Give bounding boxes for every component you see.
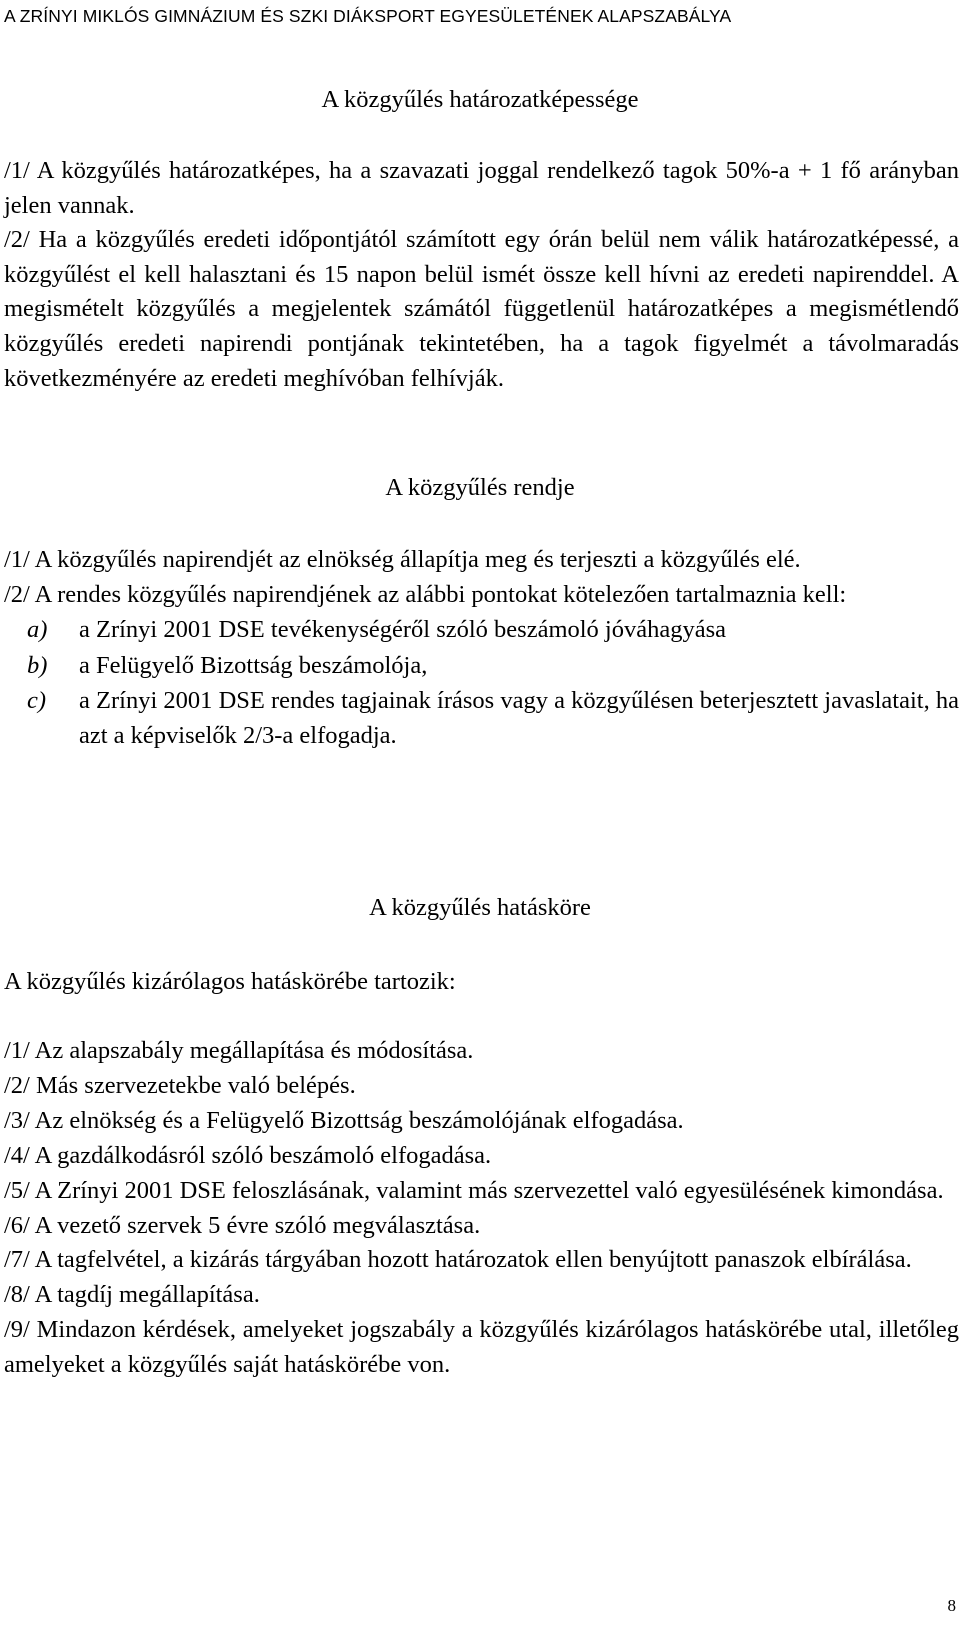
list-item: /1/ Az alapszabály megállapítása és módosítása. xyxy=(4,1037,474,1064)
list-item-marker: b) xyxy=(27,651,48,679)
order-paragraph-1: /1/ A közgyűlés napirendjét az elnökség állapítja meg és terjeszti a közgyűlés elé. xyxy=(4,546,801,573)
section-title-competence: A közgyűlés hatásköre xyxy=(369,894,591,921)
list-item: /4/ A gazdálkodásról szóló beszámoló elfogadása. xyxy=(4,1141,492,1169)
quorum-paragraph-2: /2/ Ha a közgyűlés eredeti időpontjától számított egy órán belül nem válik határozatképessé, a közgyűlést el kell halasztani és 15 napon belül ismét össze kell hívni az eredeti napirenddel. A megismételt közgyűlés a megjelentek számától függetlenül határozatképes a megismétlendő közgyűlés eredeti napirendi pontjának tekintetében, ha a tagok figyelmét a távolmaradás következményére az eredeti meghívóban felhívják. xyxy=(4,226,959,392)
order-agenda-list xyxy=(4,612,959,753)
list-item xyxy=(4,612,959,647)
competence-list xyxy=(4,1034,959,1383)
list-item-marker: c) xyxy=(27,686,47,714)
list-item xyxy=(4,683,959,753)
page-number: 8 xyxy=(947,1596,956,1615)
order-body xyxy=(4,542,959,753)
list-item: /5/ A Zrínyi 2001 DSE feloszlásának, valamint más szervezettel való egyesülésének kimondása. xyxy=(4,1176,944,1204)
order-paragraph-2: /2/ A rendes közgyűlés napirendjének az alábbi pontokat kötelezően tartalmaznia kell: xyxy=(4,581,847,609)
list-item-text: a Felügyelő Bizottság beszámolója, xyxy=(79,651,428,679)
list-item-text: a Zrínyi 2001 DSE rendes tagjainak írásos vagy a közgyűlésen beterjesztett javaslatait, ha azt a képviselők 2/3-a elfogadja. xyxy=(79,686,959,750)
section-title-quorum: A közgyűlés határozatképessége xyxy=(321,86,639,113)
quorum-body xyxy=(4,154,959,396)
running-header: A ZRÍNYI MIKLÓS GIMNÁZIUM ÉS SZKI DIÁKSPORT EGYESÜLETÉNEK ALAPSZABÁLYA xyxy=(4,6,732,26)
quorum-paragraph-1: /1/ A közgyűlés határozatképes, ha a szavazati joggal rendelkező tagok 50%-a + 1 fő arányban jelen vannak. xyxy=(4,157,959,219)
competence-intro-block xyxy=(4,964,959,999)
list-item-text: a Zrínyi 2001 DSE tevékenységéről szóló beszámoló jóváhagyása xyxy=(79,616,727,644)
competence-intro: A közgyűlés kizárólagos hatáskörébe tartozik: xyxy=(4,968,456,995)
list-item xyxy=(4,648,959,683)
section-title-order: A közgyűlés rendje xyxy=(385,474,575,501)
list-item: /8/ A tagdíj megállapítása. xyxy=(4,1281,260,1309)
list-item: /9/ Mindazon kérdések, amelyeket jogszabály a közgyűlés kizárólagos hatáskörébe utal, illetőleg amelyeket a közgyűlés saját hatáskörébe von. xyxy=(4,1316,959,1379)
list-item: /6/ A vezető szervek 5 évre szóló megválasztása. xyxy=(4,1211,481,1239)
list-item-marker: a) xyxy=(27,616,48,644)
list-item: /2/ Más szervezetekbe való belépés. xyxy=(4,1071,356,1099)
list-item: /7/ A tagfelvétel, a kizárás tárgyában hozott határozatok ellen benyújtott panaszok elbírálása. xyxy=(4,1246,912,1274)
list-item: /3/ Az elnökség és a Felügyelő Bizottság beszámolójának elfogadása. xyxy=(4,1106,684,1134)
